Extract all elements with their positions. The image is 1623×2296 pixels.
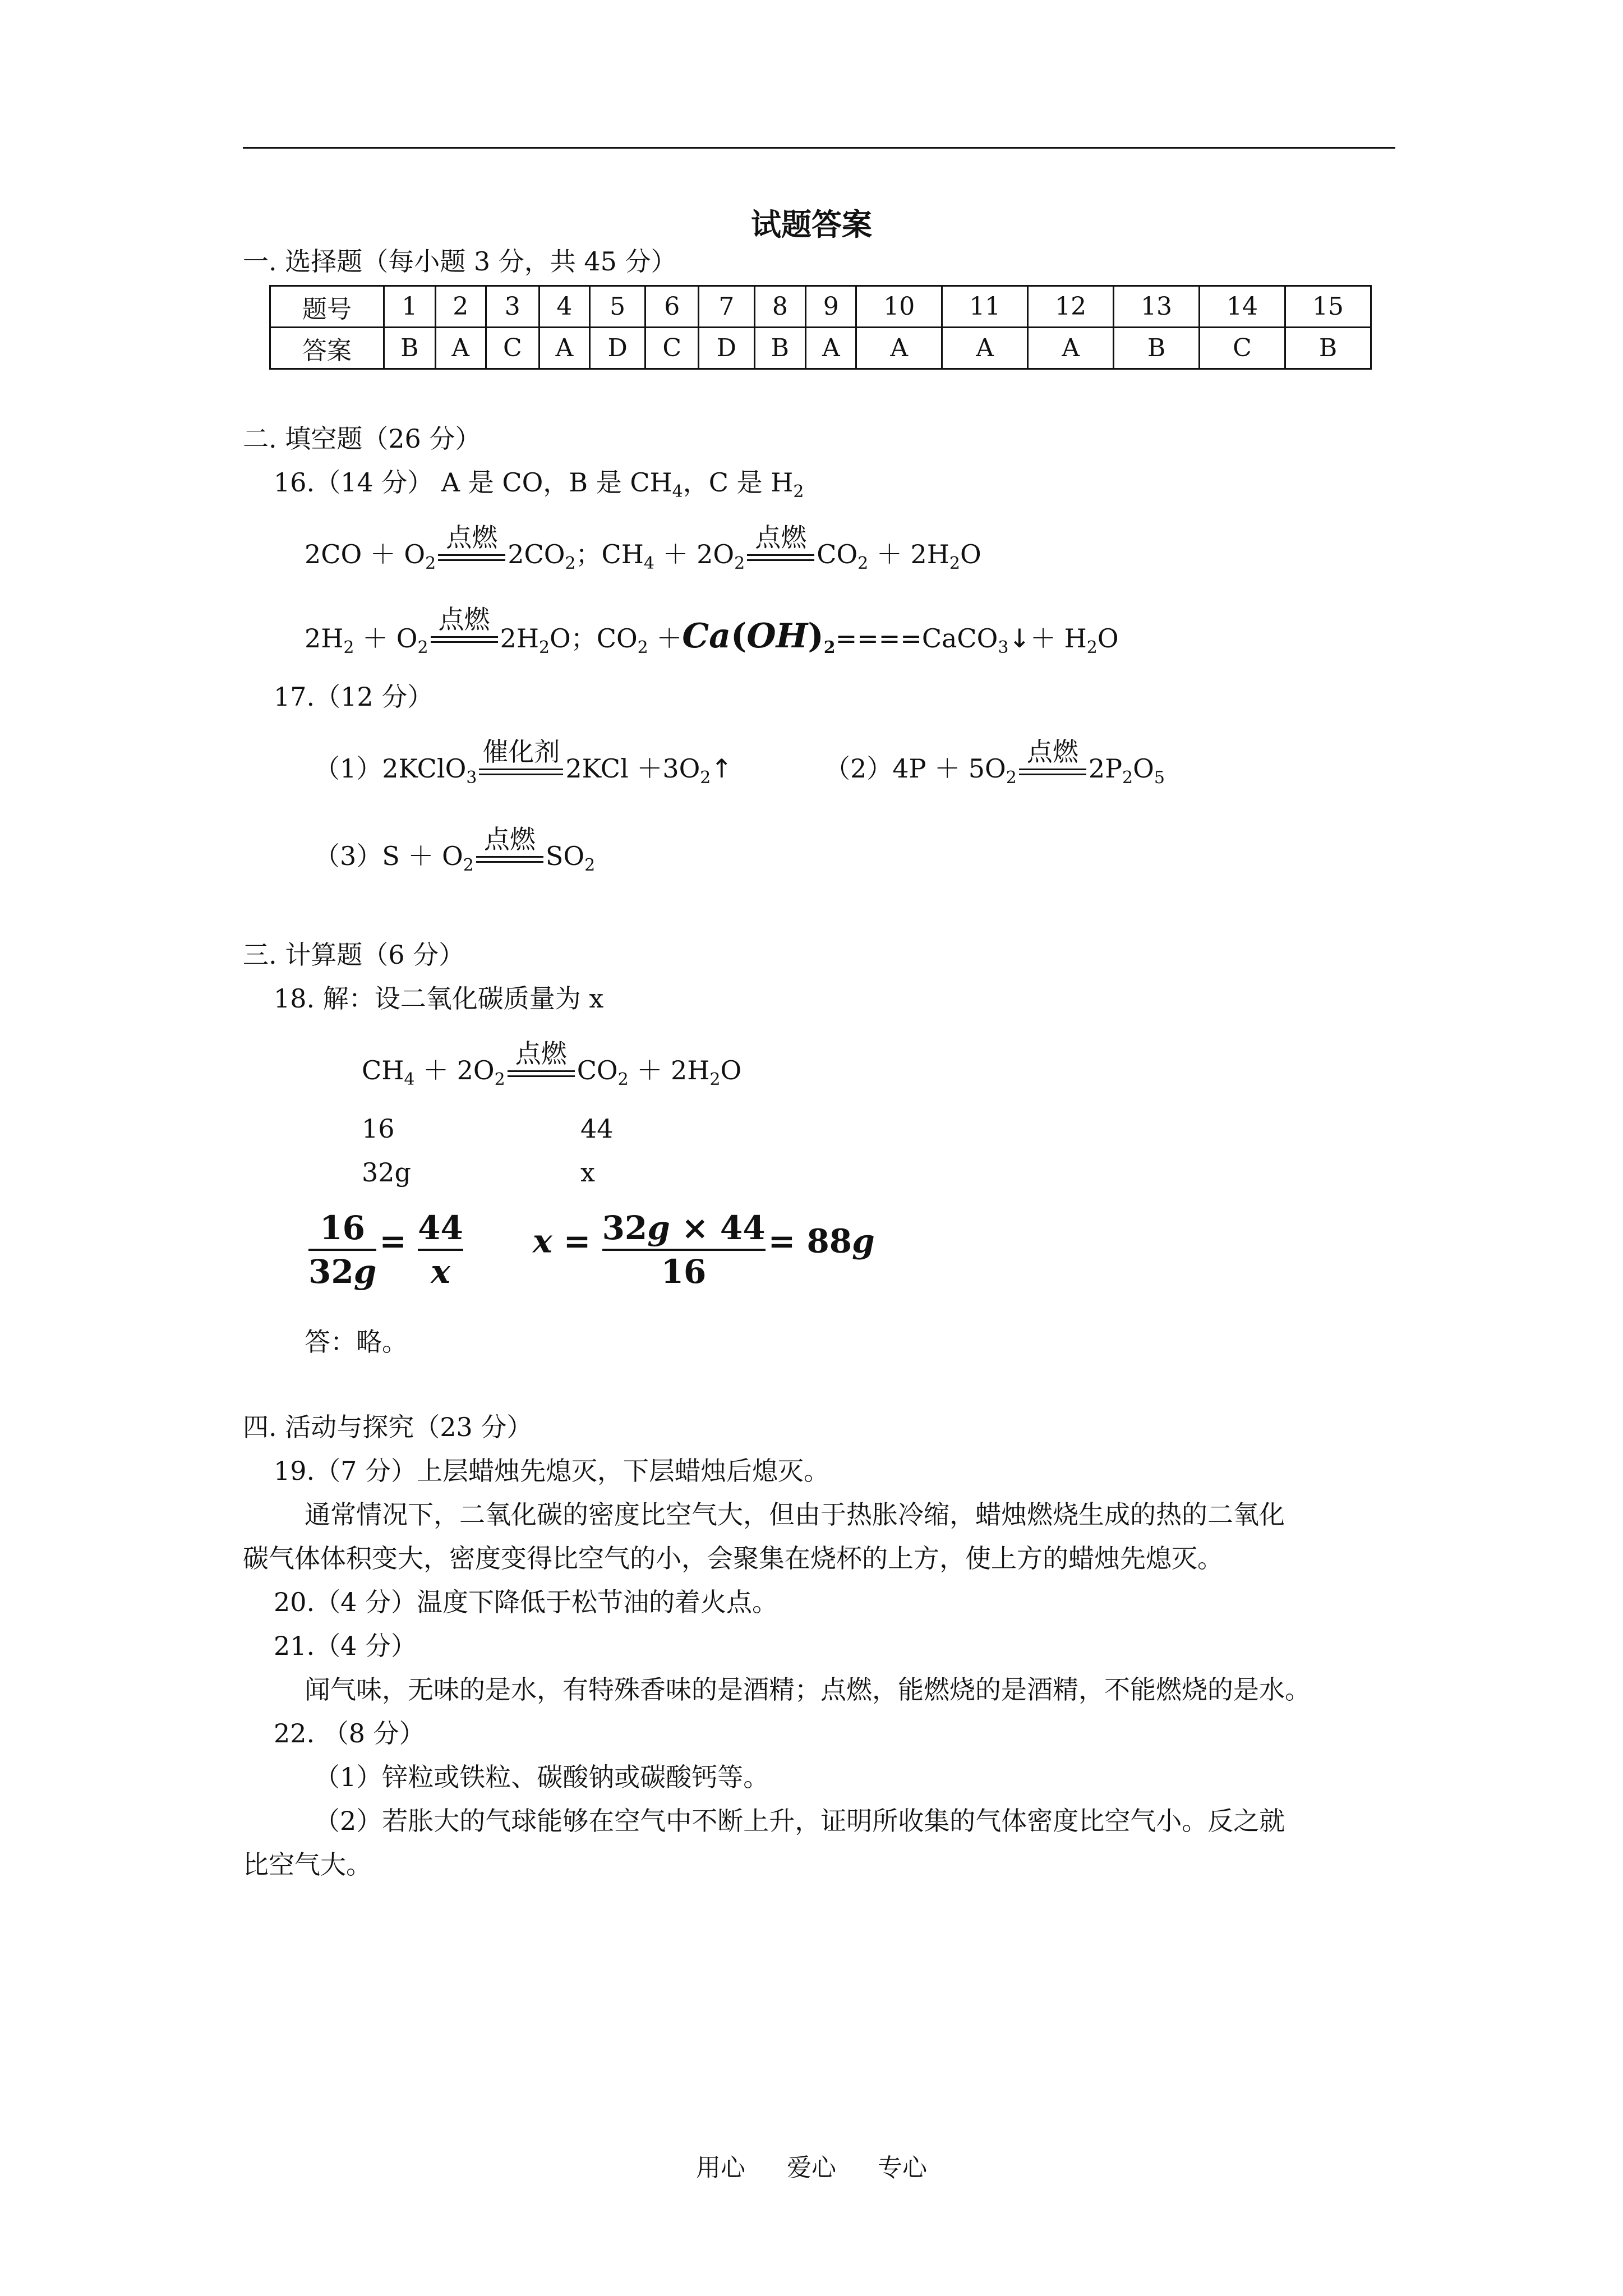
section4-heading: 四. 活动与探究（23 分） (243, 1412, 533, 1442)
table-cell: A (539, 328, 589, 369)
q19-paragraph-line1: 通常情况下，二氧化碳的密度比空气大，但由于热胀冷缩，蜡烛燃烧生成的热的二氧化 (305, 1499, 1285, 1530)
q16-sub-c: 2 (793, 482, 804, 501)
table-cell: C (1200, 328, 1285, 369)
q21-label: 21.（4 分） (274, 1631, 417, 1661)
condition-burn: 点燃 (508, 1053, 575, 1087)
table-cell: 11 (942, 286, 1028, 328)
condition-burn: 点燃 (431, 619, 498, 653)
section2-heading: 二. 填空题（26 分） (243, 424, 481, 454)
ratio-44: 44 (580, 1114, 614, 1144)
table-cell: 9 (806, 286, 856, 328)
table-cell: A (1028, 328, 1114, 369)
table-cell: A (942, 328, 1028, 369)
table-cell: B (1285, 328, 1371, 369)
q16-text-c: ，C 是 H (683, 467, 794, 498)
table-cell: 10 (856, 286, 942, 328)
answer-table (269, 285, 1372, 370)
q20-answer: 20.（4 分）温度下降低于松节油的着火点。 (274, 1587, 778, 1617)
equation-17-2: $(2)4P + 5O_2$ 点燃 $2P_2O_5$ (824, 737, 1165, 788)
condition-catalyst: 催化剂 (479, 752, 563, 785)
table-cell: B (384, 328, 436, 369)
table-cell: 13 (1114, 286, 1200, 328)
header-rule (243, 147, 1395, 149)
table-head-answers: 答案 (270, 328, 384, 369)
equation-17-3: $(3)S + O_2$ 点燃 $SO_2$ (314, 824, 596, 875)
table-cell: 5 (589, 286, 645, 328)
table-cell: B (754, 328, 806, 369)
q16-text: 16.（14 分） A 是 CO，B 是 CH (274, 467, 672, 498)
table-cell: 1 (384, 286, 436, 328)
table-cell: 6 (645, 286, 699, 328)
table-cell: 8 (754, 286, 806, 328)
table-cell: D (699, 328, 754, 369)
equation-17-1: （1）2KClO$_3$ 催化剂 $2KCl +3O_2↑$ (314, 737, 732, 788)
table-cell: C (486, 328, 539, 369)
q21-paragraph: 闻气味，无味的是水，有特殊香味的是酒精；点燃，能燃烧的是酒精，不能燃烧的是水。 (305, 1674, 1311, 1705)
q16-sub: 4 (672, 482, 683, 501)
q22-part2-line2: 比空气大。 (243, 1849, 372, 1880)
table-head-numbers: 题号 (270, 286, 384, 328)
table-cell: D (589, 328, 645, 369)
page-footer: 用心 爱心 专心 (696, 2154, 927, 2182)
equation-16a: $2CO + O_2$ 点燃 $2CO_2$；$CH_4 + 2O_2$ 点燃 $CO_2 + 2H_2O$ (305, 522, 981, 573)
q16-intro (274, 466, 804, 499)
q19-answer: 19.（7 分）上层蜡烛先熄灭，下层蜡烛后熄灭。 (274, 1456, 830, 1486)
table-row-numbers (270, 286, 1371, 328)
table-cell: C (645, 328, 699, 369)
table-cell: 3 (486, 286, 539, 328)
condition-burn: 点燃 (1019, 752, 1086, 785)
table-cell: 14 (1200, 286, 1285, 328)
table-cell: 15 (1285, 286, 1371, 328)
table-cell: 7 (699, 286, 754, 328)
equation-18: $CH_4 + 2O_2$ 点燃 $CO_2 + 2H_2O$ (362, 1038, 742, 1089)
ratio-16: 16 (362, 1114, 395, 1144)
table-cell: A (435, 328, 486, 369)
condition-burn: 点燃 (438, 537, 505, 571)
q22-part1: （1）锌粒或铁粒、碳酸钠或碳酸钙等。 (314, 1762, 769, 1792)
table-cell: 2 (435, 286, 486, 328)
ratio-x: x (580, 1157, 595, 1188)
equation-16b: $2H_2 + O_2$ 点燃 $2H_2O$；$CO_2$ $+Ca(OH)_2====CaCO_3↓+ H_2O$ (305, 604, 1119, 657)
q22-part2-line1: （2）若胀大的气球能够在空气中不断上升，证明所收集的气体密度比空气小。反之就 (314, 1806, 1285, 1836)
q17-label: 17.（12 分） (274, 682, 434, 712)
section3-heading: 三. 计算题（6 分） (243, 940, 465, 970)
q18-intro: 18. 解：设二氧化碳质量为 x (274, 983, 604, 1014)
solution-formula: x = $\frac{32g \times 44}{16}$ = 88g (533, 1209, 875, 1291)
table-cell: 4 (539, 286, 589, 328)
section1-heading: 一. 选择题（每小题 3 分，共 45 分） (243, 246, 677, 277)
table-cell: B (1114, 328, 1200, 369)
q18-answer: 答：略。 (305, 1327, 408, 1357)
q19-paragraph-line2: 碳气体体积变大，密度变得比空气的小，会聚集在烧杯的上方，使上方的蜡烛先熄灭。 (243, 1543, 1223, 1573)
condition-burn: 点燃 (747, 537, 814, 571)
table-cell: 12 (1028, 286, 1114, 328)
condition-burn: 点燃 (476, 839, 543, 873)
table-cell: A (806, 328, 856, 369)
proportion-formula: $\frac{16}{32g}$ = $\frac{44}{x}$ (308, 1209, 463, 1291)
q22-label: 22. （8 分） (274, 1718, 425, 1749)
table-cell: A (856, 328, 942, 369)
table-row-answers (270, 328, 1371, 369)
page-title: 试题答案 (751, 206, 872, 242)
ratio-32g: 32g (362, 1157, 411, 1188)
